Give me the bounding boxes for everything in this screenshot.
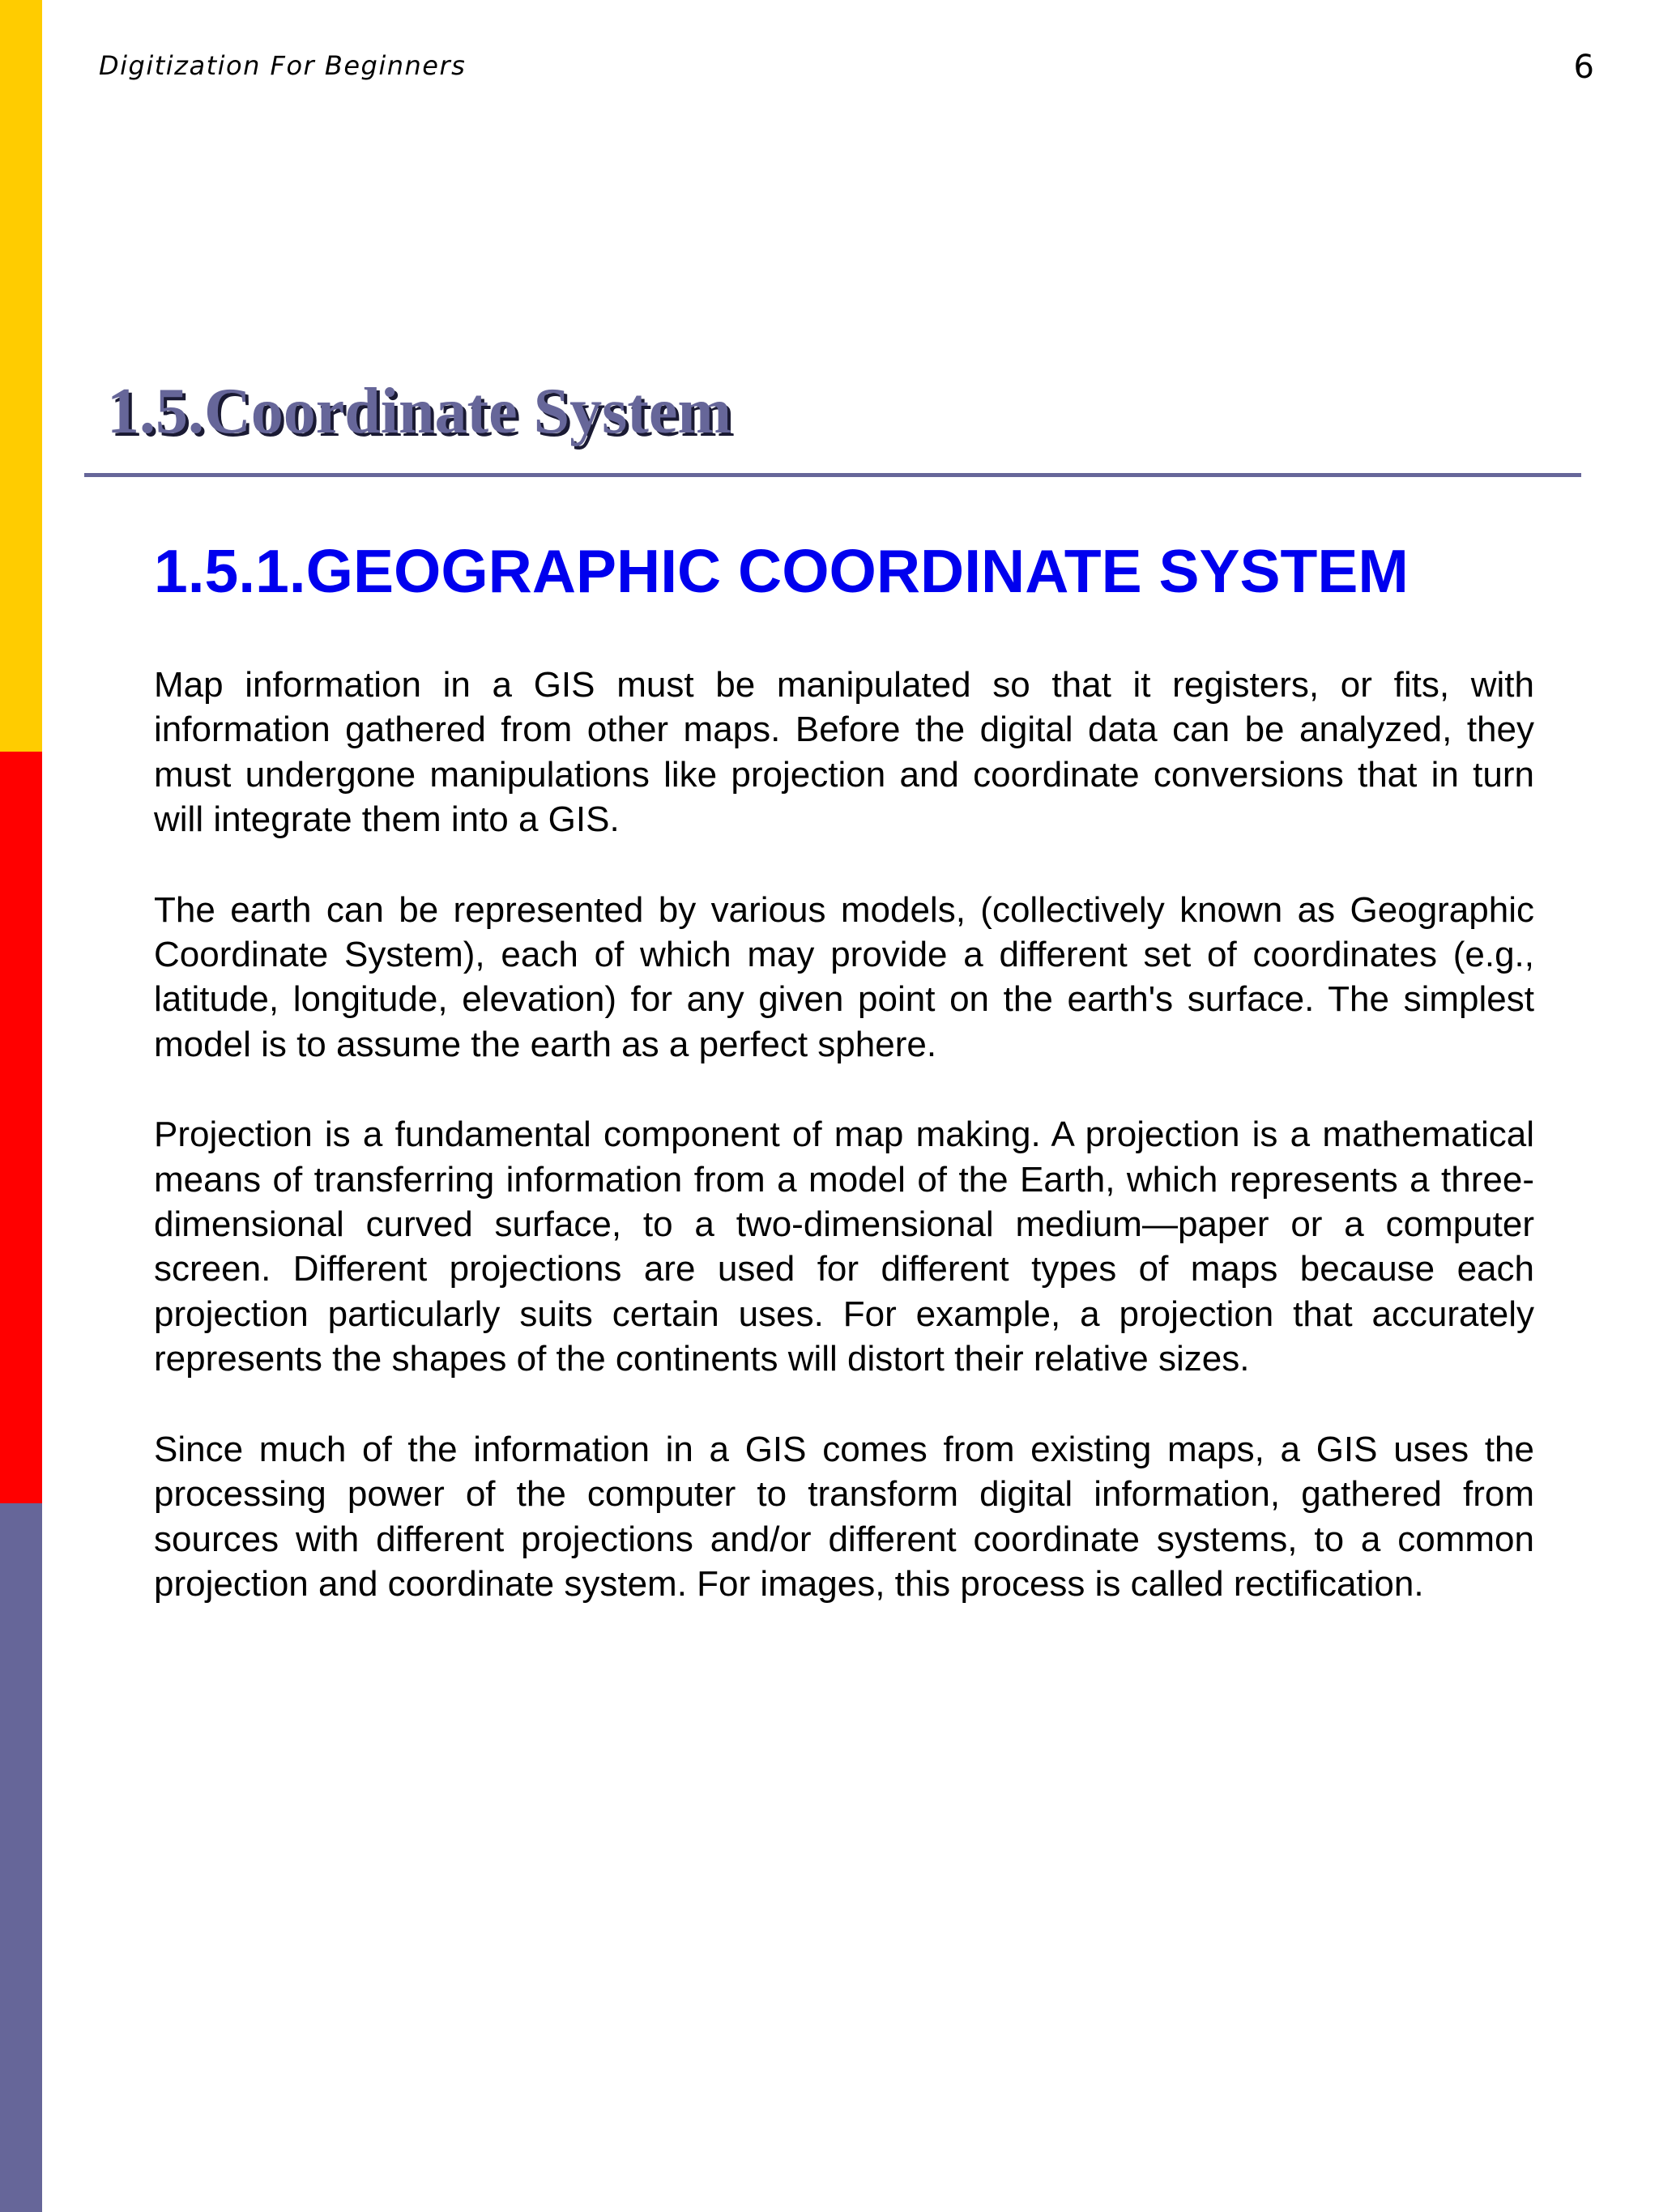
page-number: 6 — [1573, 49, 1594, 86]
side-stripe-red — [0, 752, 42, 1503]
paragraph: Since much of the information in a GIS comes from existing maps, a GIS uses the processing power of the computer to transform digital information, gathered from sources with different projections and/or different coordinate systems, to a common projection and coordinate system. For images, this process is called rectification. — [154, 1429, 1534, 1604]
section-divider — [84, 473, 1581, 477]
side-stripe-purple — [0, 1503, 42, 2212]
paragraph: Projection is a fundamental component of map making. A projection is a mathematical means of transferring information from a model of the Earth, which represents a three-dimensional curved surface, to a two-dimensional medium—paper or a computer screen. Different projections are used for different types of maps because each projection particularly suits certain uses. For example, a projection that accurately represents the shapes of the continents will distort their relative sizes. — [154, 1115, 1534, 1379]
side-stripe-yellow — [0, 0, 42, 752]
running-header: Digitization For Beginners — [99, 50, 467, 81]
section-title: 1.5.Coordinate System — [107, 376, 732, 447]
paragraph: The earth can be represented by various models, (collectively known as Geographic Coordinate System), each of which may provide a different set of coordinates (e.g., latitude, longitude, elevation) for any given point on the earth's surface. The simplest model is to assume the earth as a perfect sphere. — [154, 889, 1534, 1064]
paragraph: Map information in a GIS must be manipulated so that it registers, or fits, with information gathered from other maps. Before the digital data can be analyzed, they must undergone manipulations like projection and coordinate conversions that in turn will integrate them into a GIS. — [154, 665, 1534, 840]
subsection-title: 1.5.1.GEOGRAPHIC COORDINATE SYSTEM — [154, 537, 1409, 605]
body-text — [154, 663, 1534, 1652]
